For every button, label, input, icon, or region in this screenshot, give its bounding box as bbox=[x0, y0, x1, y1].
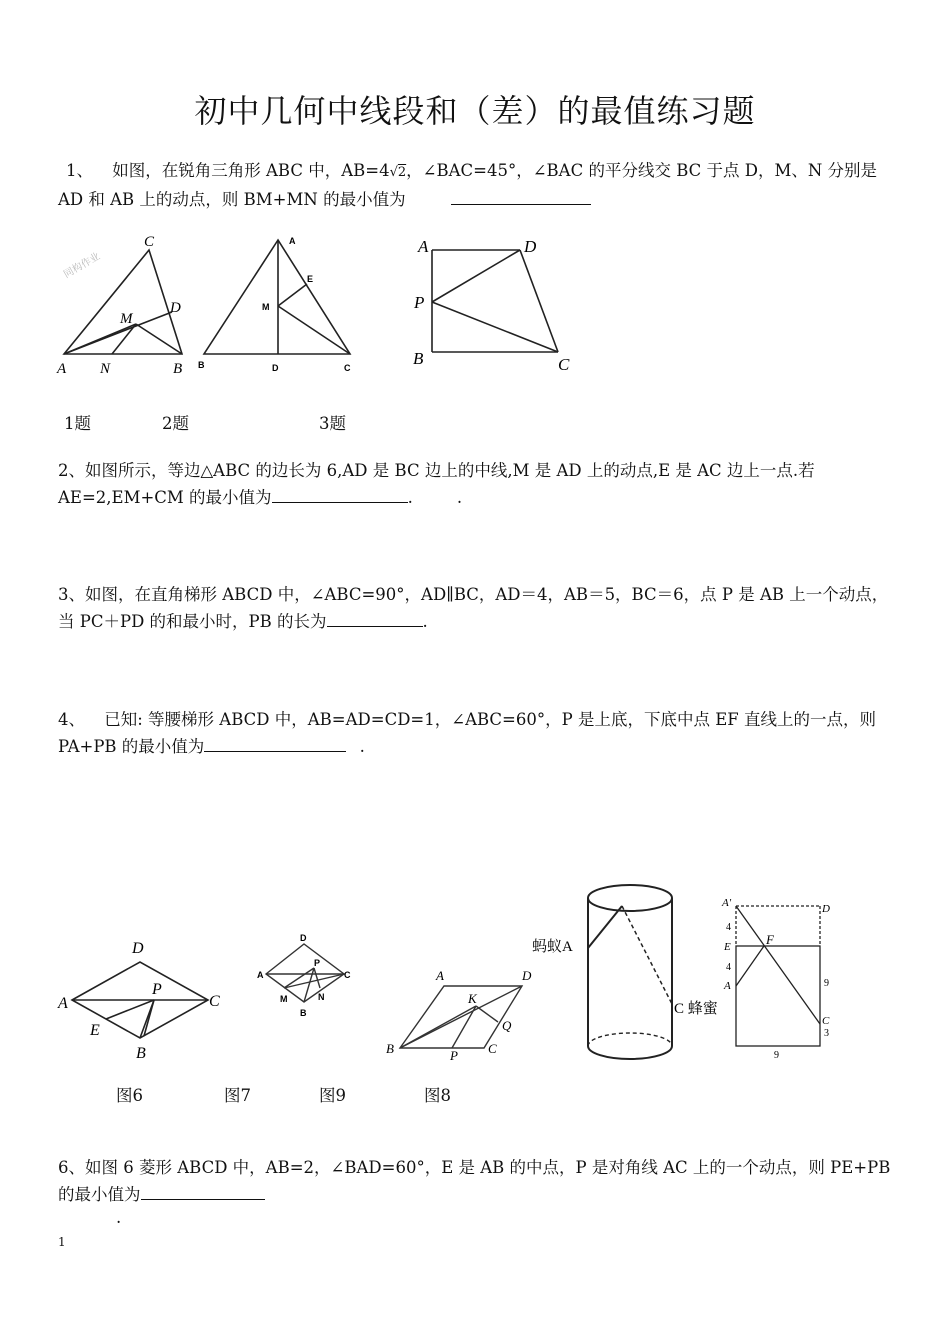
f9-label-D: D bbox=[522, 968, 532, 983]
grid-num-9-bottom: 9 bbox=[774, 1050, 779, 1061]
q3-answer-blank[interactable] bbox=[327, 608, 423, 627]
f2-label-B: B bbox=[198, 360, 205, 370]
f3-label-B: B bbox=[413, 349, 424, 368]
f8-bee-label: C 蜂蜜 bbox=[674, 1001, 718, 1017]
f9-label-A: A bbox=[436, 968, 444, 983]
question-3 bbox=[58, 582, 894, 635]
f6-label-D: D bbox=[132, 940, 144, 957]
q1-text-a: 如图，在锐角三角形 ABC 中，AB=4 bbox=[112, 161, 390, 180]
q4-tail: . bbox=[359, 737, 365, 756]
grid-num-4b: 4 bbox=[726, 962, 731, 973]
f1-label-C: C bbox=[144, 234, 155, 250]
figure-2 bbox=[196, 234, 356, 374]
fig-label-8: 图8 bbox=[424, 1086, 451, 1105]
fig-label-1: 1题 bbox=[64, 414, 91, 433]
q4-number: 4、 bbox=[58, 710, 85, 729]
q6-dot: . bbox=[116, 1208, 122, 1227]
f7-label-D: D bbox=[300, 933, 307, 943]
question-4 bbox=[58, 707, 894, 760]
f9-label-Q: Q bbox=[502, 1018, 512, 1033]
question-6 bbox=[58, 1155, 894, 1208]
fig-label-7: 图7 bbox=[224, 1086, 251, 1105]
page-number: 1 bbox=[58, 1235, 66, 1249]
watermark: 同构作业 bbox=[62, 251, 103, 281]
f2-label-M: M bbox=[262, 302, 270, 312]
f6-label-B: B bbox=[136, 1045, 146, 1062]
q1-text-b: ，∠BAC=45°，∠BAC 的平分线交 BC 于点 D，M、N 分别是 AD 和 AB 上的动点，则 BM+MN 的最小值为 bbox=[58, 161, 878, 209]
figure-3 bbox=[410, 232, 590, 377]
grid-num-4a: 4 bbox=[726, 922, 731, 933]
grid-label-F: F bbox=[766, 932, 774, 947]
f9-label-K: K bbox=[468, 991, 477, 1006]
f1-label-D: D bbox=[170, 300, 181, 316]
fig-label-6: 图6 bbox=[116, 1086, 143, 1105]
f8-ant-label: 蚂蚁A bbox=[532, 939, 573, 955]
q2-answer-blank[interactable] bbox=[272, 484, 408, 503]
question-1 bbox=[58, 158, 894, 213]
f9-label-C: C bbox=[488, 1041, 497, 1056]
sqrt-symbol: √2 bbox=[389, 165, 407, 180]
q1-number: 1、 bbox=[66, 161, 93, 180]
f2-label-D: D bbox=[272, 363, 279, 373]
q2-tail: . bbox=[407, 488, 413, 507]
f2-label-A: A bbox=[289, 236, 296, 246]
f7-label-B: B bbox=[300, 1008, 307, 1018]
q4-text: 已知: 等腰梯形 ABCD 中，AB=AD=CD=1，∠ABC=60°，P 是上底，下底中点 EF 直线上的一点，则 PA+PB 的最小值为 bbox=[58, 710, 876, 756]
f6-label-C: C bbox=[209, 993, 220, 1010]
q6-answer-blank[interactable] bbox=[141, 1181, 265, 1200]
f1-label-N: N bbox=[100, 361, 111, 377]
f9-label-P: P bbox=[450, 1048, 458, 1063]
grid-num-3: 3 bbox=[824, 1028, 829, 1039]
figure-1 bbox=[56, 232, 196, 377]
f7-label-A: A bbox=[257, 970, 264, 980]
q2-tail2: . bbox=[456, 488, 463, 507]
figure-7 bbox=[254, 930, 364, 1020]
fig-label-2: 2题 bbox=[162, 414, 189, 433]
fig-label-3: 3题 bbox=[319, 414, 346, 433]
f7-label-N: N bbox=[318, 992, 325, 1002]
f9-label-B: B bbox=[386, 1041, 394, 1056]
f7-label-C: C bbox=[344, 970, 351, 980]
figure-6 bbox=[56, 936, 226, 1061]
q1-sqrt-value: 2 bbox=[397, 165, 407, 180]
q1-answer-blank[interactable] bbox=[451, 186, 591, 205]
figure-8 bbox=[530, 876, 740, 1066]
page-title: 初中几何中线段和（差）的最值练习题 bbox=[194, 92, 756, 130]
figure-unfolded-grid bbox=[718, 894, 838, 1064]
f1-label-A: A bbox=[57, 361, 67, 377]
f6-label-A: A bbox=[58, 995, 68, 1012]
grid-num-9-right: 9 bbox=[824, 978, 829, 989]
f1-label-B: B bbox=[173, 361, 183, 377]
f1-label-M: M bbox=[120, 311, 133, 327]
q2-text: 2、如图所示，等边△ABC 的边长为 6,AD 是 BC 边上的中线,M 是 AD 上的动点,E 是 AC 边上一点.若 AE=2,EM+CM 的最小值为 bbox=[58, 461, 815, 507]
q4-answer-blank[interactable] bbox=[204, 733, 346, 752]
f7-label-M: M bbox=[280, 994, 288, 1004]
grid-label-D: D bbox=[822, 903, 830, 915]
f7-label-P: P bbox=[314, 958, 321, 968]
grid-label-A: A bbox=[724, 980, 731, 992]
q6-text: 6、如图 6 菱形 ABCD 中，AB=2，∠BAD=60°，E 是 AB 的中点，P 是对角线 AC 上的一个动点，则 PE+PB 的最小值为 bbox=[58, 1158, 891, 1204]
f3-label-A: A bbox=[418, 237, 429, 256]
f2-label-C: C bbox=[344, 363, 351, 373]
grid-label-E: E bbox=[724, 941, 731, 953]
f6-label-E: E bbox=[90, 1022, 100, 1039]
q3-text: 3、如图，在直角梯形 ABCD 中，∠ABC=90°，AD∥BC，AD＝4，AB＝5，BC＝6，点 P 是 AB 上一个动点，当 PC＋PD 的和最小时，PB 的长为 bbox=[58, 585, 889, 631]
question-2 bbox=[58, 458, 894, 511]
f2-label-E: E bbox=[307, 274, 314, 284]
figure-9 bbox=[384, 966, 544, 1066]
f3-label-P: P bbox=[414, 293, 425, 312]
f3-label-C: C bbox=[558, 355, 570, 374]
grid-label-Aprime: A' bbox=[722, 897, 732, 909]
f6-label-P: P bbox=[152, 981, 162, 998]
q3-tail: . bbox=[422, 612, 428, 631]
fig-label-9: 图9 bbox=[319, 1086, 346, 1105]
grid-label-C: C bbox=[822, 1015, 830, 1027]
f3-label-D: D bbox=[524, 237, 537, 256]
